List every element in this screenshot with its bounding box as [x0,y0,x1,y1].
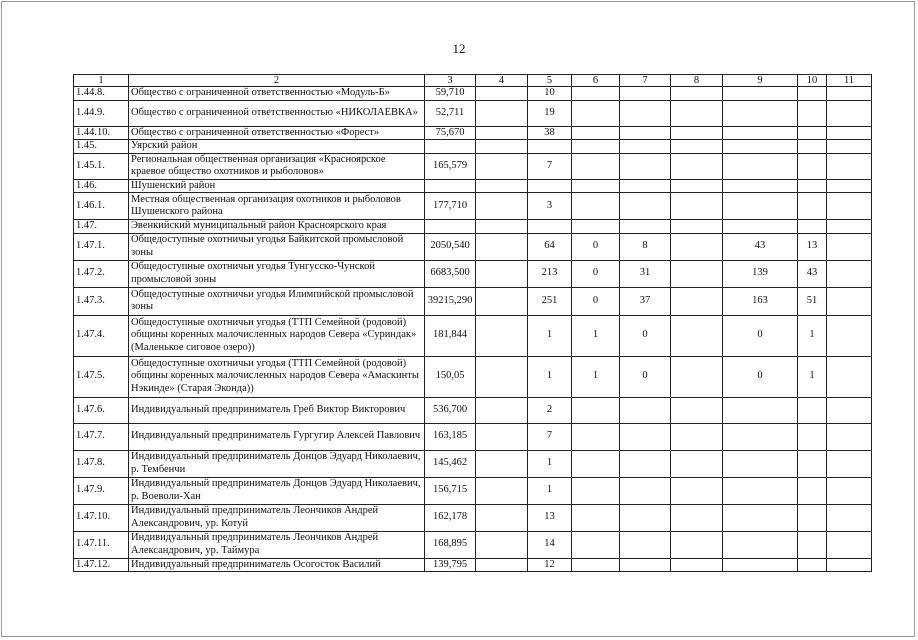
col-5-value: 10 [528,87,572,101]
row-number: 1.47.9. [74,477,129,504]
area-value: 145,462 [425,450,476,477]
area-value: 2050,540 [425,233,476,260]
col-6-value: 1 [572,356,620,397]
col-4-value [476,558,528,572]
col-10-value [798,193,827,220]
col-7-value: 37 [620,287,671,315]
col-11-value [827,100,872,126]
col-8-value [671,423,723,450]
table-header-row [74,75,872,87]
col-9-value [723,220,798,234]
col-7-value [620,193,671,220]
organization-name: Общество с ограниченной ответственностью «Модуль-Б» [129,87,425,101]
row-number: 1.47.3. [74,287,129,315]
col-10-value [798,140,827,154]
row-number: 1.45. [74,140,129,154]
col-6-value [572,397,620,423]
col-10-value: 51 [798,287,827,315]
col-5-value: 13 [528,504,572,531]
col-7-value [620,531,671,558]
col-11-value [827,504,872,531]
col-10-value: 1 [798,315,827,356]
col-8-value [671,87,723,101]
area-value: 163,185 [425,423,476,450]
col-4-value [476,193,528,220]
col-9-value [723,140,798,154]
col-4-value [476,260,528,287]
organization-name: Индивидуальный предприниматель Донцов Эдуард Николаевич, р. Тембенчи [129,450,425,477]
col-5-value: 12 [528,558,572,572]
col-9-value: 163 [723,287,798,315]
table-row [74,315,872,356]
table-row [74,179,872,193]
col-8-value [671,126,723,140]
col-8-value [671,100,723,126]
area-value: 39215,290 [425,287,476,315]
col-7-value [620,504,671,531]
col-9-value [723,531,798,558]
table-body [74,87,872,572]
table-row [74,558,872,572]
table-row [74,100,872,126]
area-value: 536,700 [425,397,476,423]
table-row [74,356,872,397]
col-6-value [572,477,620,504]
col-8-value [671,558,723,572]
col-11-value [827,477,872,504]
col-5-value: 1 [528,477,572,504]
area-value: 156,715 [425,477,476,504]
col-8-value [671,356,723,397]
col-5-value: 1 [528,356,572,397]
col-11-value [827,179,872,193]
organization-name: Региональная общественная организация «Красноярское краевое общество охотников и рыболовов» [129,153,425,179]
col-4-value [476,477,528,504]
col-10-value [798,423,827,450]
col-6-value [572,87,620,101]
row-number: 1.47.10. [74,504,129,531]
col-5-value: 7 [528,423,572,450]
table-row [74,153,872,179]
col-11-value [827,531,872,558]
area-value [425,179,476,193]
col-8-value [671,153,723,179]
column-header: 10 [798,75,827,87]
col-11-value [827,220,872,234]
col-8-value [671,179,723,193]
col-10-value: 13 [798,233,827,260]
col-11-value [827,260,872,287]
col-6-value [572,558,620,572]
col-7-value: 0 [620,315,671,356]
column-header: 8 [671,75,723,87]
col-6-value [572,179,620,193]
organization-name: Индивидуальный предприниматель Осогосток Василий [129,558,425,572]
col-6-value [572,450,620,477]
table-row [74,233,872,260]
row-number: 1.47.6. [74,397,129,423]
col-9-value [723,100,798,126]
row-number: 1.47.7. [74,423,129,450]
col-8-value [671,193,723,220]
row-number: 1.47.1. [74,233,129,260]
organization-name: Общество с ограниченной ответственностью «НИКОЛАЕВКА» [129,100,425,126]
data-table [73,74,872,572]
col-7-value [620,100,671,126]
col-11-value [827,126,872,140]
organization-name: Общедоступные охотничьи угодья Байкитской промысловой зоны [129,233,425,260]
col-4-value [476,423,528,450]
col-8-value [671,531,723,558]
col-6-value [572,220,620,234]
col-6-value [572,153,620,179]
table-row [74,87,872,101]
col-9-value [723,153,798,179]
col-7-value: 8 [620,233,671,260]
col-5-value: 2 [528,397,572,423]
col-9-value [723,397,798,423]
column-header: 7 [620,75,671,87]
col-6-value [572,423,620,450]
area-value: 162,178 [425,504,476,531]
col-6-value [572,126,620,140]
area-value: 139,795 [425,558,476,572]
column-header: 1 [74,75,129,87]
column-header: 2 [129,75,425,87]
area-value: 52,711 [425,100,476,126]
col-10-value [798,450,827,477]
col-11-value [827,397,872,423]
col-6-value [572,504,620,531]
col-5-value: 38 [528,126,572,140]
table-row [74,531,872,558]
col-7-value [620,140,671,154]
col-5-value: 19 [528,100,572,126]
col-11-value [827,287,872,315]
row-number: 1.47.8. [74,450,129,477]
col-9-value [723,126,798,140]
row-number: 1.47.12. [74,558,129,572]
col-5-value: 1 [528,450,572,477]
table-row [74,140,872,154]
col-9-value [723,179,798,193]
col-8-value [671,397,723,423]
row-number: 1.44.9. [74,100,129,126]
col-9-value [723,193,798,220]
organization-name: Индивидуальный предприниматель Донцов Эдуард Николаевич, р. Воеволи-Хан [129,477,425,504]
area-value: 177,710 [425,193,476,220]
col-11-value [827,356,872,397]
col-6-value: 0 [572,260,620,287]
area-value: 150,05 [425,356,476,397]
col-10-value [798,477,827,504]
col-10-value [798,531,827,558]
organization-name: Уярский район [129,140,425,154]
organization-name: Индивидуальный предприниматель Леончиков Андрей Александрович, ур. Таймура [129,531,425,558]
col-8-value [671,287,723,315]
table-row [74,504,872,531]
col-4-value [476,315,528,356]
area-value: 165,579 [425,153,476,179]
col-10-value [798,504,827,531]
area-value [425,140,476,154]
col-4-value [476,233,528,260]
col-5-value: 14 [528,531,572,558]
col-4-value [476,179,528,193]
col-11-value [827,233,872,260]
organization-name: Местная общественная организация охотников и рыболовов Шушенского района [129,193,425,220]
col-9-value: 139 [723,260,798,287]
col-7-value [620,87,671,101]
col-10-value [798,558,827,572]
col-6-value [572,100,620,126]
col-8-value [671,260,723,287]
col-11-value [827,315,872,356]
col-8-value [671,450,723,477]
col-10-value: 1 [798,356,827,397]
col-4-value [476,531,528,558]
row-number: 1.47. [74,220,129,234]
col-7-value [620,423,671,450]
area-value [425,220,476,234]
col-9-value [723,558,798,572]
row-number: 1.44.10. [74,126,129,140]
col-4-value [476,100,528,126]
area-value: 6683,500 [425,260,476,287]
col-6-value: 0 [572,287,620,315]
col-11-value [827,558,872,572]
col-5-value: 64 [528,233,572,260]
col-4-value [476,153,528,179]
table-row [74,220,872,234]
col-6-value [572,140,620,154]
col-7-value [620,179,671,193]
organization-name: Индивидуальный предприниматель Гургугир Алексей Павлович [129,423,425,450]
col-4-value [476,504,528,531]
col-7-value [620,397,671,423]
col-7-value: 0 [620,356,671,397]
col-10-value: 43 [798,260,827,287]
col-7-value [620,450,671,477]
organization-name: Индивидуальный предприниматель Греб Виктор Викторович [129,397,425,423]
col-9-value [723,504,798,531]
col-7-value [620,477,671,504]
col-5-value: 3 [528,193,572,220]
organization-name: Шушенский район [129,179,425,193]
col-9-value [723,423,798,450]
row-number: 1.44.8. [74,87,129,101]
organization-name: Индивидуальный предприниматель Леончиков Андрей Александрович, ур. Котуй [129,504,425,531]
organization-name: Общедоступные охотничьи угодья Тунгусско-Чунской промысловой зоны [129,260,425,287]
column-header: 5 [528,75,572,87]
col-10-value [798,126,827,140]
col-10-value [798,153,827,179]
col-6-value [572,193,620,220]
col-7-value [620,558,671,572]
col-4-value [476,140,528,154]
col-10-value [798,100,827,126]
col-9-value [723,87,798,101]
col-4-value [476,87,528,101]
column-header: 11 [827,75,872,87]
col-7-value [620,220,671,234]
area-value: 59,710 [425,87,476,101]
table-row [74,260,872,287]
col-5-value: 7 [528,153,572,179]
table-row [74,423,872,450]
column-header: 9 [723,75,798,87]
area-value: 168,895 [425,531,476,558]
col-5-value [528,220,572,234]
col-10-value [798,397,827,423]
row-number: 1.47.4. [74,315,129,356]
table-row [74,477,872,504]
col-9-value: 0 [723,356,798,397]
col-8-value [671,504,723,531]
col-5-value [528,140,572,154]
organization-name: Эвенкийский муниципальный район Красноярского края [129,220,425,234]
row-number: 1.46.1. [74,193,129,220]
col-5-value: 213 [528,260,572,287]
col-7-value [620,153,671,179]
page-number: 12 [452,41,466,56]
col-4-value [476,356,528,397]
col-6-value: 1 [572,315,620,356]
col-10-value [798,179,827,193]
column-header: 6 [572,75,620,87]
col-11-value [827,140,872,154]
organization-name: Общедоступные охотничьи угодья (ТТП Семейной (родовой) общины коренных малочисленных народов Севера «Суриндак» (Маленькое сиговое озеро)) [129,315,425,356]
col-8-value [671,477,723,504]
col-9-value: 0 [723,315,798,356]
col-6-value [572,531,620,558]
row-number: 1.46. [74,179,129,193]
col-4-value [476,220,528,234]
col-5-value [528,179,572,193]
organization-name: Общество с ограниченной ответственностью «Форест» [129,126,425,140]
table-row [74,450,872,477]
col-4-value [476,126,528,140]
col-11-value [827,423,872,450]
row-number: 1.45.1. [74,153,129,179]
col-5-value: 251 [528,287,572,315]
area-value: 181,844 [425,315,476,356]
column-header: 4 [476,75,528,87]
organization-name: Общедоступные охотничьи угодья (ТТП Семейной (родовой) общины коренных малочисленных народов Севера «Амаскинты Нэкинде» (Старая Эконда)) [129,356,425,397]
col-10-value [798,220,827,234]
col-8-value [671,220,723,234]
col-8-value [671,315,723,356]
col-5-value: 1 [528,315,572,356]
area-value: 75,670 [425,126,476,140]
col-11-value [827,87,872,101]
col-10-value [798,87,827,101]
table-row [74,193,872,220]
table-row [74,287,872,315]
table-row [74,126,872,140]
col-4-value [476,287,528,315]
table-row [74,397,872,423]
col-7-value: 31 [620,260,671,287]
col-8-value [671,140,723,154]
col-11-value [827,450,872,477]
col-9-value [723,450,798,477]
col-8-value [671,233,723,260]
col-11-value [827,153,872,179]
col-7-value [620,126,671,140]
col-4-value [476,450,528,477]
col-11-value [827,193,872,220]
row-number: 1.47.2. [74,260,129,287]
col-9-value: 43 [723,233,798,260]
col-4-value [476,397,528,423]
row-number: 1.47.5. [74,356,129,397]
col-6-value: 0 [572,233,620,260]
row-number: 1.47.11. [74,531,129,558]
organization-name: Общедоступные охотничьи угодья Илимпийской промысловой зоны [129,287,425,315]
col-9-value [723,477,798,504]
column-header: 3 [425,75,476,87]
